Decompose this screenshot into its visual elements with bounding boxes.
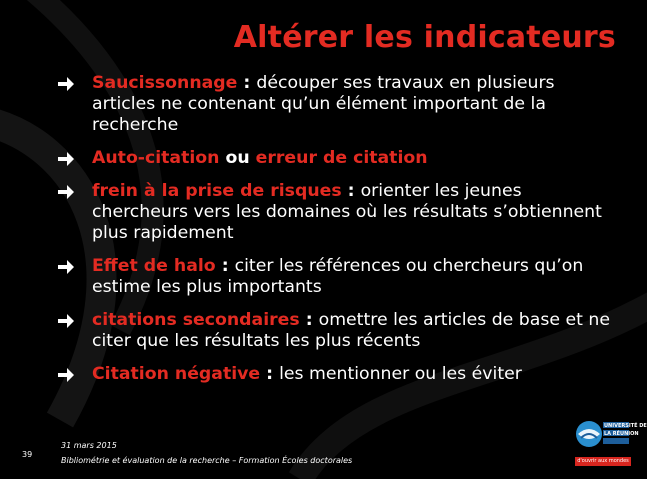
item-text: omettre les articles de base et ne citer que les résultats les plus récents [92,310,610,351]
list-item [56,256,621,298]
item-separator: : [341,181,361,201]
item-separator: : [299,310,319,330]
item-highlight: Effet de halo [92,256,216,276]
item-highlight: citations secondaires [92,310,300,330]
logo-line-1: UNIVERSITÉ DE [604,423,647,429]
list-item [56,148,621,169]
arrow-right-icon [56,257,76,277]
list-item [56,181,621,244]
item-text: découper ses travaux en plusieurs articles ne contenant qu’un élément important de la recherche [92,73,555,135]
page-number: 39 [22,450,33,459]
list-item [56,364,621,385]
logo-line-2: LA RÉUNION [604,431,639,437]
arrow-right-icon [56,311,76,331]
item-highlight: Auto-citation [92,148,220,168]
arrow-right-icon [56,149,76,169]
arrow-right-icon [56,182,76,202]
list-item [56,310,621,352]
item-highlight: Saucissonnage [92,73,238,93]
arrow-right-icon [56,74,76,94]
item-separator: : [215,256,235,276]
item-text: orienter les jeunes chercheurs vers les domaines où les résultats s’obtiennent plus rapidement [92,181,602,243]
footer-date: 31 mars 2015 [61,441,117,450]
item-highlight: frein à la prise de risques [92,181,342,201]
item-highlight: Citation négative [92,364,261,384]
item-text: citer les références ou chercheurs qu’on estime les plus importants [92,256,584,297]
item-highlight-2: erreur de citation [255,148,428,168]
item-text: les mentionner ou les éviter [279,364,522,384]
logo-tagline: d'ouvrir aux mondes [575,457,631,466]
bullet-list [56,73,621,385]
item-separator: : [260,364,280,384]
item-separator: : [237,73,257,93]
slide-title: Altérer les indicateurs [233,20,616,55]
footer-subtitle: Bibliométrie et évaluation de la recherche – Formation Écoles doctorales [61,456,353,465]
item-separator: ou [219,148,256,168]
arrow-right-icon [56,365,76,385]
list-item [56,73,621,136]
